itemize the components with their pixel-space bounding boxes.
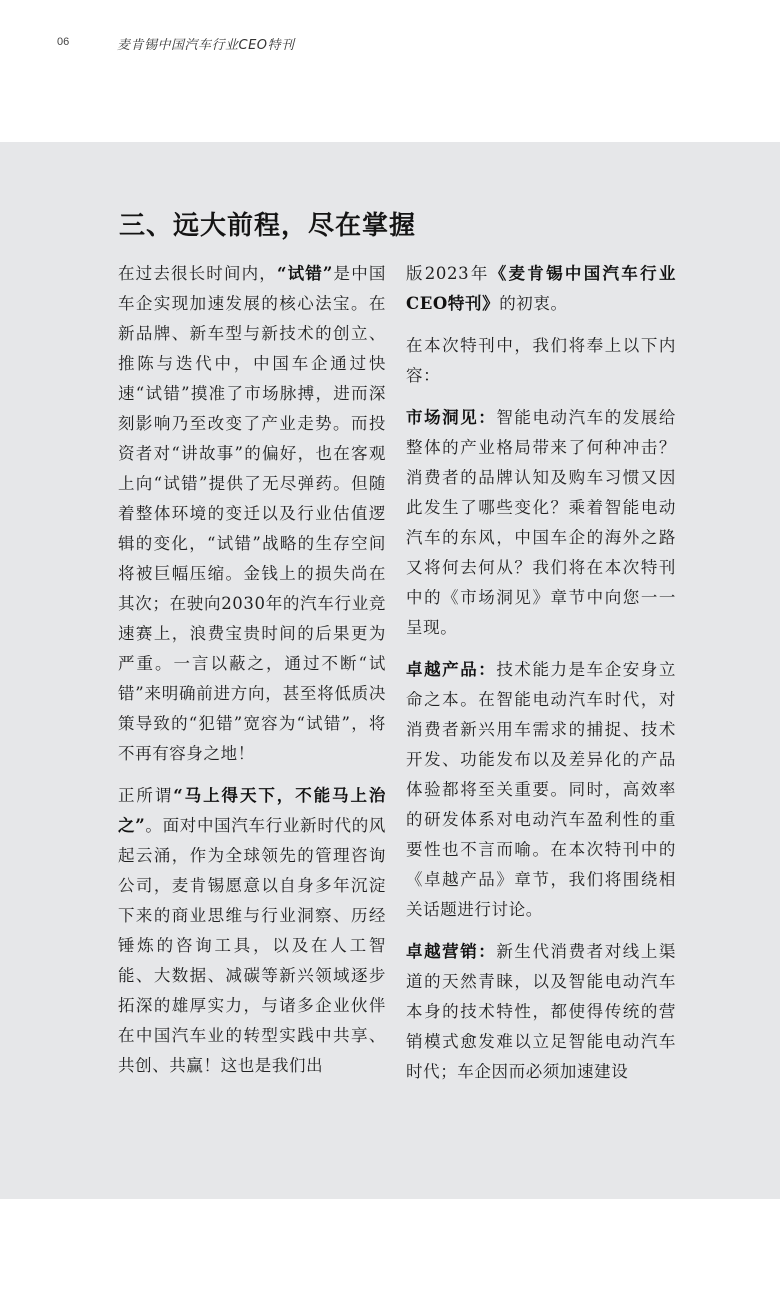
text: 正所谓 [118, 786, 174, 805]
bold-phrase: “试错” [276, 264, 333, 283]
publication-title: 《麦肯锡中国汽车行业CEO特刊》 [406, 264, 677, 313]
right-column [406, 259, 676, 1099]
text: 技术能力是车企安身立命之本。在智能电动汽车时代，对消费者新兴用车需求的捕捉、技术开发、功能发布以及差异化的产品体验都将至关重要。同时，高效率的研发体系对电动汽车盈利性的重要性也不言而喻。在本次特刊中的《卓越产品》章节，我们将围绕相关话题进行讨论。 [406, 660, 677, 919]
text: 的初衷。 [499, 294, 568, 313]
text: 是中国车企实现加速发展的核心法宝。在新品牌、新车型与新技术的创立、推陈与迭代中，中国车企通过快速“试错”摸准了市场脉搏，进而深刻影响乃至改变了产业走势。而投资者对“讲故事”的偏好，也在客观上向“试错”提供了无尽弹药。但随着整体环境的变迁以及行业估值逻辑的变化，“试错”战略的生存空间将被巨幅压缩。金钱上的损失尚在其次；在驶向2030年的汽车行业竞速赛上，浪费宝贵时间的后果更为严重。一言以蔽之，通过不断“试错”来明确前进方向，甚至将低质决策导致的“犯错”宽容为“试错”，将不再有容身之地！ [118, 264, 386, 763]
excellent-product-paragraph [406, 655, 676, 925]
text: 版2023年 [406, 264, 490, 283]
text: 。面对中国汽车行业新时代的风起云涌，作为全球领先的管理咨询公司，麦肯锡愿意以自身多年沉淀下来的商业思维与行业洞察、历经锤炼的咨询工具，以及在人工智能、大数据、减碳等新兴领域逐步拓深的雄厚实力，与诸多企业伙伴在中国汽车业的转型实践中共享、共创、共赢！这也是我们出 [118, 816, 386, 1075]
section-title: 三、远大前程，尽在掌握 [119, 211, 417, 241]
text: 新生代消费者对线上渠道的天然青睐，以及智能电动汽车本身的技术特性，都使得传统的营销模式愈发难以立足智能电动汽车时代；车企因而必须加速建设 [406, 942, 677, 1081]
text: 在过去很长时间内， [118, 264, 277, 283]
bold-lead: 卓越营销： [406, 942, 497, 961]
page-number: 06 [57, 36, 70, 48]
excellent-marketing-paragraph [406, 937, 676, 1087]
market-insights-paragraph [406, 403, 676, 643]
left-column [118, 259, 386, 1093]
text: 在本次特刊中，我们将奉上以下内容： [406, 336, 676, 385]
bold-lead: 卓越产品： [406, 660, 497, 679]
running-title: 麦肯锡中国汽车行业CEO特刊 [117, 38, 295, 53]
bold-lead: 市场洞见： [406, 408, 497, 427]
mission-paragraph [118, 781, 386, 1081]
contents-intro [406, 331, 676, 391]
continuation-paragraph [406, 259, 676, 319]
intro-paragraph [118, 259, 386, 769]
bold-phrase: “马上得天下，不能马上治之” [118, 786, 386, 835]
text: 智能电动汽车的发展给整体的产业格局带来了何种冲击？消费者的品牌认知及购车习惯又因此发生了哪些变化？乘着智能电动汽车的东风，中国车企的海外之路又将何去何从？我们将在本次特刊中的《市场洞见》章节中向您一一呈现。 [406, 408, 677, 637]
